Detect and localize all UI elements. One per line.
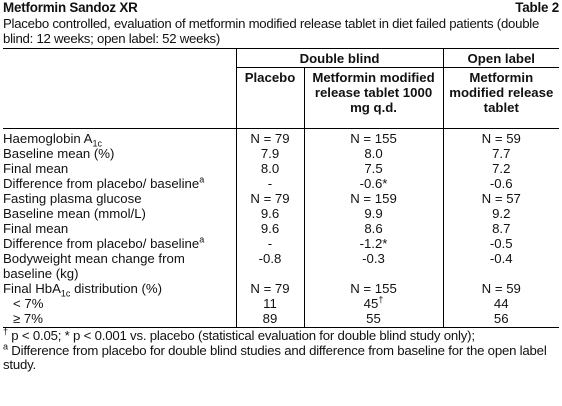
open-label-cell — [443, 266, 559, 281]
open-label-cell: 8.7 — [443, 221, 559, 236]
table-row — [3, 129, 559, 147]
open-label-cell: 7.2 — [443, 161, 559, 176]
open-label-cell: N = 57 — [443, 191, 559, 206]
metformin-double-blind-header: Metformin modified release tablet 1000 mg q.d. — [304, 68, 443, 129]
placebo-cell: 9.6 — [236, 206, 304, 221]
row-label: Bodyweight mean change from — [3, 251, 185, 266]
footnote-significance: † p < 0.05; * p < 0.001 vs. placebo (statistical evaluation for double blind study only); — [3, 326, 475, 343]
row-label: Final mean — [3, 221, 69, 236]
double-blind-cell: 8.6 — [304, 221, 443, 236]
placebo-cell: N = 79 — [236, 191, 304, 206]
row-label: Difference from placebo/ baseline$^a$ — [3, 234, 205, 251]
placebo-cell: - — [236, 176, 304, 191]
double-blind-cell: 45† — [304, 296, 443, 311]
empty-header-cell — [3, 49, 236, 68]
row-label: Final HbA$_{1c}$ distribution (%) — [3, 281, 163, 299]
table-row — [3, 176, 559, 191]
placebo-cell: 7.9 — [236, 146, 304, 161]
table-row — [3, 161, 559, 176]
placebo-cell: N = 79 — [236, 281, 304, 296]
column-header-row — [3, 68, 559, 129]
double-blind-cell: -1.2* — [304, 236, 443, 251]
placebo-cell: 11 — [236, 296, 304, 311]
row-label: Final mean — [3, 161, 69, 176]
open-label-cell: 56 — [443, 311, 559, 328]
row-label: ≥ 7% — [3, 311, 236, 328]
footnotes — [3, 326, 559, 373]
table-row — [3, 296, 559, 311]
open-label-header: Open label — [443, 49, 559, 68]
table-row — [3, 191, 559, 206]
open-label-cell: -0.4 — [443, 251, 559, 266]
row-label: Difference from placebo/ baseline$^a$ — [3, 174, 205, 191]
placebo-cell: 89 — [236, 311, 304, 328]
results-table — [3, 48, 559, 328]
table-row — [3, 281, 559, 296]
table-number: Table 2 — [515, 0, 559, 15]
row-label: Baseline mean (mmol/L) — [3, 206, 146, 221]
open-label-cell: N = 59 — [443, 129, 559, 147]
double-blind-cell: N = 155 — [304, 129, 443, 147]
placebo-header: Placebo — [236, 68, 304, 129]
document-title: Metformin Sandoz XR — [3, 0, 138, 15]
open-label-cell: 7.7 — [443, 146, 559, 161]
open-label-cell: 44 — [443, 296, 559, 311]
double-blind-cell: 8.0 — [304, 146, 443, 161]
table-row — [3, 221, 559, 236]
placebo-cell: 9.6 — [236, 221, 304, 236]
table-description: Placebo controlled, evaluation of metformin modified release tablet in diet failed patients (double blind: 12 weeks; open label: 52 weeks) — [3, 16, 540, 46]
double-blind-cell: N = 159 — [304, 191, 443, 206]
open-label-cell: 9.2 — [443, 206, 559, 221]
group-header-row — [3, 49, 559, 68]
placebo-cell — [236, 266, 304, 281]
document-page — [3, 0, 559, 373]
footnote-difference: $^a$ Difference from placebo for double blind studies and difference from baseline for the open label study. — [3, 341, 547, 372]
row-label: baseline (kg) — [3, 266, 79, 281]
open-label-cell: N = 59 — [443, 281, 559, 296]
metformin-open-label-header: Metformin modified release tablet — [443, 68, 559, 129]
placebo-cell: 8.0 — [236, 161, 304, 176]
table-row — [3, 266, 559, 281]
open-label-cell: -0.5 — [443, 236, 559, 251]
double-blind-cell: 7.5 — [304, 161, 443, 176]
table-row — [3, 206, 559, 221]
placebo-cell: - — [236, 236, 304, 251]
table-row — [3, 236, 559, 251]
row-label: < 7% — [13, 296, 44, 311]
row-label: Baseline mean (%) — [3, 146, 115, 161]
placebo-cell: -0.8 — [236, 251, 304, 266]
double-blind-cell: 55 — [304, 311, 443, 328]
open-label-cell: -0.6 — [443, 176, 559, 191]
double-blind-cell: -0.3 — [304, 251, 443, 266]
table-row — [3, 146, 559, 161]
row-label-header — [3, 68, 236, 129]
double-blind-cell — [304, 266, 443, 281]
document-header — [3, 0, 559, 15]
double-blind-header: Double blind — [236, 49, 443, 68]
row-label: Fasting plasma glucose — [3, 191, 142, 206]
double-blind-cell: N = 155 — [304, 281, 443, 296]
table-row — [3, 311, 559, 328]
placebo-cell: N = 79 — [236, 129, 304, 147]
double-blind-cell: -0.6* — [304, 176, 443, 191]
double-blind-cell: 9.9 — [304, 206, 443, 221]
table-row — [3, 251, 559, 266]
row-label: Haemoglobin $A_{1c}$ — [3, 131, 102, 149]
